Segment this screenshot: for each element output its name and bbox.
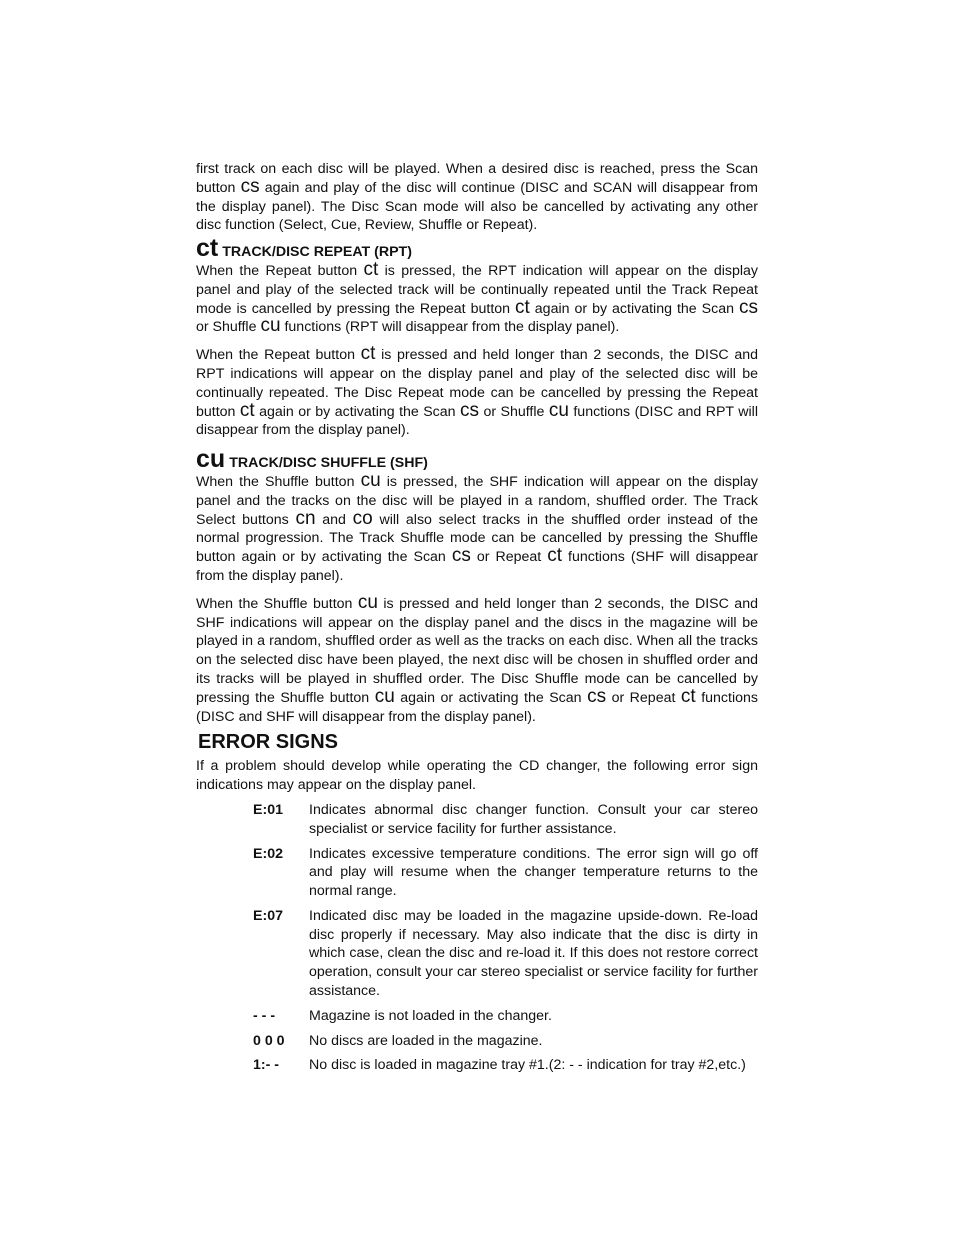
manual-page xyxy=(196,160,758,1075)
error-code: - - - xyxy=(253,1007,276,1024)
repeat-paragraph-1 xyxy=(196,258,758,337)
scan-button-glyph: cs xyxy=(240,175,260,197)
scan-glyph: cs xyxy=(451,545,471,567)
shuffle-glyph: cu xyxy=(374,685,395,707)
text: or Shuffle xyxy=(483,403,545,420)
intro-text-2: again and play of the disc will continue (DISC and SCAN will disappear from the display panel). The Disc Scan mode will also be cancelled by activating any other disc function (Select, Cue, Review, Shuffle or Repeat). xyxy=(196,179,758,234)
text: again or by activating the Scan xyxy=(259,403,456,420)
text: When the Repeat button xyxy=(196,347,355,364)
text: is pressed and held longer than 2 seconds, the DISC and SHF indications will appear on the display panel and the discs in the magazine will be played in a random, shuffled order as well as the tracks on each disc. When all the tracks on the selected disc have been played, the next disc will be chosen in shuffled order and its tracks will be played in shuffled order. The Disc Shuffle mode can be cancelled by pressing the Shuffle button xyxy=(196,595,758,706)
shuffle-title: TRACK/DISC SHUFFLE (SHF) xyxy=(229,455,428,472)
error-signs-heading: ERROR SIGNS xyxy=(198,731,339,754)
shuffle-glyph: cu xyxy=(548,399,569,421)
text: When the Shuffle button xyxy=(196,595,353,612)
shuffle-paragraph-2 xyxy=(196,591,758,727)
text: is pressed, the SHF indication will appear on the display panel and the tracks on the disc will be played in a random, shuffled order. The Track Select buttons xyxy=(196,473,758,528)
error-description: No discs are loaded in the magazine. xyxy=(309,1032,543,1049)
error-description: Indicates excessive temperature conditions. The error sign will go off and play will resume when the changer temperature returns to the normal range. xyxy=(309,845,758,900)
track-select-glyph: cn xyxy=(295,507,316,529)
text: When the Shuffle button xyxy=(196,473,355,490)
shuffle-icon: cu xyxy=(196,445,226,474)
error-description: No disc is loaded in magazine tray #1.(2: - - indication for tray #2,etc.) xyxy=(309,1057,746,1074)
repeat-paragraph-2 xyxy=(196,343,758,440)
repeat-glyph: ct xyxy=(363,258,379,280)
text: functions (RPT will disappear from the display panel). xyxy=(284,319,620,336)
error-code: 0 0 0 xyxy=(253,1032,285,1049)
repeat-glyph: ct xyxy=(680,685,696,707)
intro-paragraph xyxy=(196,160,758,235)
error-item xyxy=(196,1032,758,1051)
error-item xyxy=(196,907,758,1001)
scan-glyph: cs xyxy=(587,685,607,707)
text: or Repeat xyxy=(611,689,676,706)
repeat-glyph: ct xyxy=(239,399,255,421)
text: or Repeat xyxy=(476,549,542,566)
error-intro: If a problem should develop while operating the CD changer, the following error sign indications may appear on the display panel. xyxy=(196,758,758,794)
scan-glyph: cs xyxy=(738,296,758,318)
error-code: E:02 xyxy=(253,845,283,862)
text: will also select tracks in the shuffled order instead of the normal progression. The Track Shuffle mode can be cancelled by pressing the Shuffle button again or by activating the Scan xyxy=(196,511,758,566)
repeat-glyph: ct xyxy=(360,343,376,365)
track-select-glyph: co xyxy=(352,507,373,529)
error-item xyxy=(196,801,758,839)
text: and xyxy=(322,511,346,528)
error-code: E:07 xyxy=(253,907,283,924)
text: again or activating the Scan xyxy=(400,689,582,706)
repeat-glyph: ct xyxy=(515,296,530,318)
error-description: Magazine is not loaded in the changer. xyxy=(309,1007,552,1024)
shuffle-glyph: cu xyxy=(260,315,281,337)
text: functions (SHF will disappear from the display panel). xyxy=(196,549,758,584)
shuffle-paragraph-1 xyxy=(196,469,758,586)
repeat-title: TRACK/DISC REPEAT (RPT) xyxy=(222,244,412,261)
error-item xyxy=(196,1056,758,1075)
shuffle-glyph: cu xyxy=(360,469,381,491)
shuffle-heading xyxy=(196,445,758,474)
text: is pressed and held longer than 2 seconds, the DISC and RPT indications will appear on the display panel and play of the selected disc will be continually repeated. The Disc Repeat mode can be cancelled by pressing the Repeat button xyxy=(196,347,758,420)
repeat-glyph: ct xyxy=(547,545,563,567)
shuffle-glyph: cu xyxy=(357,591,378,613)
text: again or by activating the Scan xyxy=(534,300,734,317)
text: functions (DISC and SHF will disappear from the display panel). xyxy=(196,689,758,725)
error-item xyxy=(196,1007,758,1026)
repeat-icon: ct xyxy=(196,234,219,263)
error-description: Indicates abnormal disc changer function. Consult your car stereo specialist or service facility for further assistance. xyxy=(309,801,758,837)
error-description: Indicated disc may be loaded in the magazine upside-down. Re-load disc properly if necessary. May also indicate that the disc is dirty in which case, clean the disc and re-load it. If this does not restore correct operation, consult your car stereo specialist or service facility for further assistance. xyxy=(309,907,758,1000)
intro-text-1: first track on each disc will be played. When a desired disc is reached, press the Scan button xyxy=(196,161,758,196)
text: or Shuffle xyxy=(196,319,257,336)
error-item xyxy=(196,845,758,901)
text: functions (DISC and RPT will disappear from the display panel). xyxy=(196,403,758,439)
error-code: 1:- - xyxy=(253,1057,280,1074)
error-code: E:01 xyxy=(253,801,283,818)
text: is pressed, the RPT indication will appear on the display panel and play of the selected track will be continually repeated until the Track Repeat mode is cancelled by pressing the Repeat button xyxy=(196,262,758,317)
repeat-heading xyxy=(196,234,758,263)
text: When the Repeat button xyxy=(196,262,358,279)
scan-glyph: cs xyxy=(460,399,479,421)
